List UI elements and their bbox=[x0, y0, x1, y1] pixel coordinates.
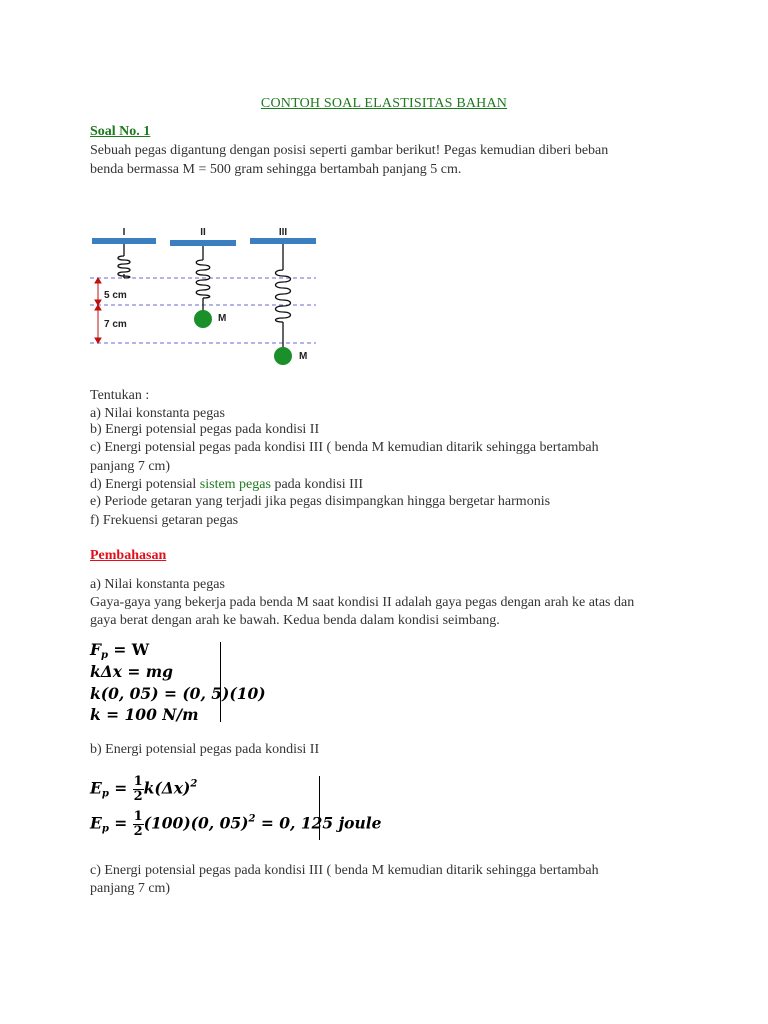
spring-iii bbox=[276, 244, 291, 349]
mass-label-iii: M bbox=[299, 351, 308, 362]
question-e: e) Periode getaran yang terjadi jika pegas disimpangkan hingga bergetar harmonis bbox=[90, 494, 551, 509]
question-f: f) Frekuensi getaran pegas bbox=[90, 513, 239, 528]
ceiling-bar-ii bbox=[170, 240, 236, 246]
equation-3: k(0, 05) = (0, 5)(10) bbox=[90, 684, 266, 703]
dimension-arrows bbox=[95, 278, 101, 343]
tentukan-intro: Tentukan : bbox=[90, 388, 150, 403]
question-a: a) Nilai konstanta pegas bbox=[90, 406, 225, 421]
pembahasan-heading: Pembahasan bbox=[90, 548, 167, 563]
question-d-post: pada kondisi III bbox=[270, 477, 364, 492]
soal-heading: Soal No. 1 bbox=[90, 124, 151, 139]
question-b: b) Energi potensial pegas pada kondisi II bbox=[90, 422, 320, 437]
question-c-line-1: c) Energi potensial pegas pada kondisi III ( benda M kemudian ditarik sehingga bertambah bbox=[90, 440, 599, 455]
equation-border-1 bbox=[220, 642, 221, 722]
ceiling-bar-i bbox=[92, 238, 156, 244]
answer-b-title: b) Energi potensial pegas pada kondisi II bbox=[90, 742, 320, 757]
equation-4: k = 100 N/m bbox=[90, 705, 199, 724]
spring-figure bbox=[88, 222, 328, 372]
answer-c-line-1: c) Energi potensial pegas pada kondisi III ( benda M kemudian ditarik sehingga bertambah bbox=[90, 863, 599, 878]
answer-a-title: a) Nilai konstanta pegas bbox=[90, 577, 225, 592]
answer-a-line-1: Gaya-gaya yang bekerja pada benda M saat kondisi II adalah gaya pegas dengan arah ke atas dan bbox=[90, 595, 635, 610]
equation-2: kΔx = mg bbox=[90, 662, 174, 681]
label-ii: II bbox=[200, 227, 206, 238]
question-c-line-2: panjang 7 cm) bbox=[90, 459, 171, 474]
mass-label-ii: M bbox=[218, 313, 227, 324]
mass-iii bbox=[274, 347, 292, 365]
energy-equation-1: $E_p$ = $\frac{1}{2}$ $k(\Delta x)^2$ bbox=[90, 774, 198, 804]
label-i: I bbox=[122, 227, 126, 238]
answer-a-line-2: gaya berat dengan arah ke bawah. Kedua benda dalam kondisi seimbang. bbox=[90, 613, 500, 628]
equation-1: $F_p = W$ bbox=[90, 640, 150, 661]
sistem-pegas-link[interactable]: sistem pegas bbox=[199, 477, 271, 492]
mass-ii bbox=[194, 310, 212, 328]
energy-equation-2: $E_p$ = $\frac{1}{2}$ (100)(0, 05)$^2$ = 0, 125 joule bbox=[90, 809, 382, 839]
dim-label-5cm: 5 cm bbox=[104, 290, 127, 301]
spring-i bbox=[118, 244, 130, 278]
question-d-pre: d) Energi potensial bbox=[90, 477, 200, 492]
equation-border-2 bbox=[319, 776, 320, 840]
spring-ii bbox=[196, 246, 210, 312]
answer-c-line-2: panjang 7 cm) bbox=[90, 881, 171, 896]
label-iii: III bbox=[278, 227, 288, 238]
soal-line-1: Sebuah pegas digantung dengan posisi seperti gambar berikut! Pegas kemudian diberi beban bbox=[90, 143, 609, 158]
soal-line-2: benda bermassa M = 500 gram sehingga bertambah panjang 5 cm. bbox=[90, 162, 462, 177]
page-title: CONTOH SOAL ELASTISITAS BAHAN bbox=[260, 96, 508, 111]
ceiling-bar-iii bbox=[250, 238, 316, 244]
dim-label-7cm: 7 cm bbox=[104, 319, 127, 330]
